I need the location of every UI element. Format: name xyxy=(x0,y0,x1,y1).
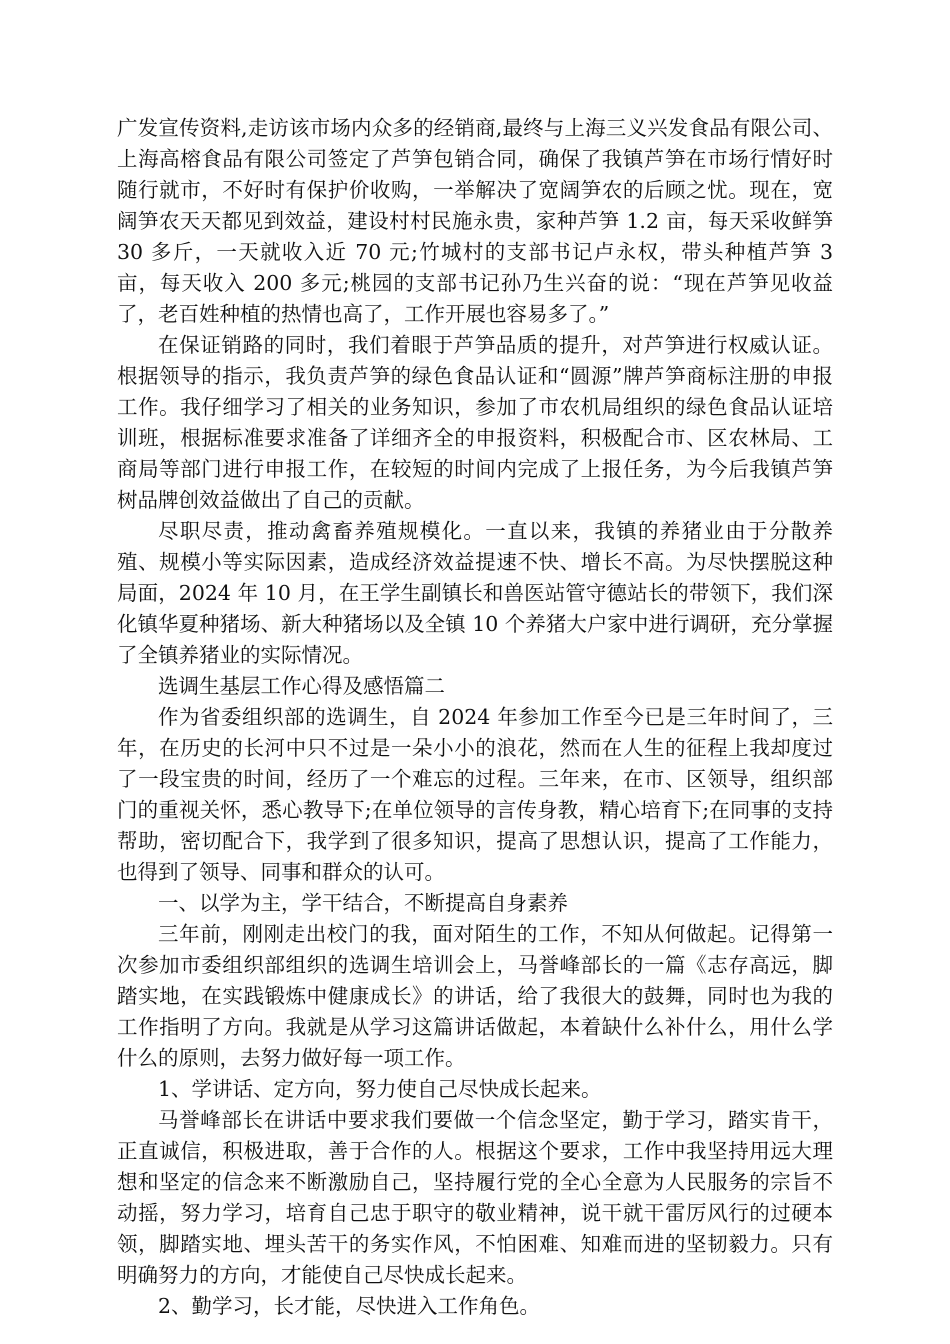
paragraph-speech-requirements: 马誉峰部长在讲话中要求我们要做一个信念坚定，勤于学习，踏实肯干，正直诚信，积极进取，善于合作的人。根据这个要求，工作中我坚持用远大理想和坚定的信念来不断激励自己，坚持履行党的全心全意为人民服务的宗旨不动摇，努力学习，培育自己忠于职守的敬业精神，说干就干雷厉风行的过硬本领，脚踏实地、埋头苦干的务实作风，不怕困难、知难而进的坚韧毅力。只有明确努力的方向，才能使自己尽快成长起来。 xyxy=(117,1108,833,1287)
paragraph-training-speech: 三年前，刚刚走出校门的我，面对陌生的工作，不知从何做起。记得第一次参加市委组织部组织的选调生培训会上，马誉峰部长的一篇《志存高远，脚踏实地，在实践锻炼中健康成长》的讲话，给了我很大的鼓舞，同时也为我的工作指明了方向。我就是从学习这篇讲话做起，本着缺什么补什么，用什么学什么的原则，去努力做好每一项工作。 xyxy=(117,922,833,1070)
heading-study-first: 一、以学为主，学干结合，不断提高自身素养 xyxy=(158,891,568,915)
subheading-2: 2、勤学习，长才能，尽快进入工作角色。 xyxy=(158,1294,541,1318)
paragraph-intro-three-years: 作为省委组织部的选调生，自 2024 年参加工作至今已是三年时间了，三年，在历史的长河中只不过是一朵小小的浪花，然而在人生的征程上我却度过了一段宝贵的时间，经历了一个难忘的过程。三年来，在市、区领导，组织部门的重视关怀，悉心教导下;在单位领导的言传身教，精心培育下;在同事的支持帮助，密切配合下，我学到了很多知识，提高了思想认识，提高了工作能力，也得到了领导、同事和群众的认可。 xyxy=(117,705,833,884)
subheading-1: 1、学讲话、定方向，努力使自己尽快成长起来。 xyxy=(158,1077,602,1101)
paragraph-sales-contract: 广发宣传资料,走访该市场内众多的经销商,最终与上海三义兴发食品有限公司、上海高榕食品有限公司签定了芦笋包销合同，确保了我镇芦笋在市场行情好时随行就市，不好时有保护价收购，一举解决了宽阔笋农的后顾之忧。现在，宽阔笋农天天都见到效益，建设村村民施永贵，家种芦笋 1.2 亩，每天采收鲜笋 30 多斤，一天就收入近 70 元;竹城村的支部书记卢永权，带头种植芦笋 3 亩，每天收入 200 多元;桃园的支部书记孙乃生兴奋的说：“现在芦笋见收益了，老百姓种植的热情也高了，工作开展也容易多了。” xyxy=(117,116,833,326)
section-title-part-two: 选调生基层工作心得及感悟篇二 xyxy=(158,674,445,698)
paragraph-certification: 在保证销路的同时，我们着眼于芦笋品质的提升，对芦笋进行权威认证。根据领导的指示，我负责芦笋的绿色食品认证和“圆源”牌芦笋商标注册的申报工作。我仔细学习了相关的业务知识，参加了市农机局组织的绿色食品认证培训班，根据标准要求准备了详细齐全的申报资料，积极配合市、区农林局、工商局等部门进行申报工作，在较短的时间内完成了上报任务，为今后我镇芦笋树品牌创效益做出了自己的贡献。 xyxy=(117,333,833,512)
document-body xyxy=(117,113,833,1322)
paragraph-livestock: 尽职尽责，推动禽畜养殖规模化。一直以来，我镇的养猪业由于分散养殖、规模小等实际因素，造成经济效益提速不快、增长不高。为尽快摆脱这种局面，2024 年 10 月，在王学生副镇长和兽医站管守德站长的带领下，我们深化镇华夏种猪场、新大种猪场以及全镇 10 个养猪大户家中进行调研，充分掌握了全镇养猪业的实际情况。 xyxy=(117,519,833,667)
